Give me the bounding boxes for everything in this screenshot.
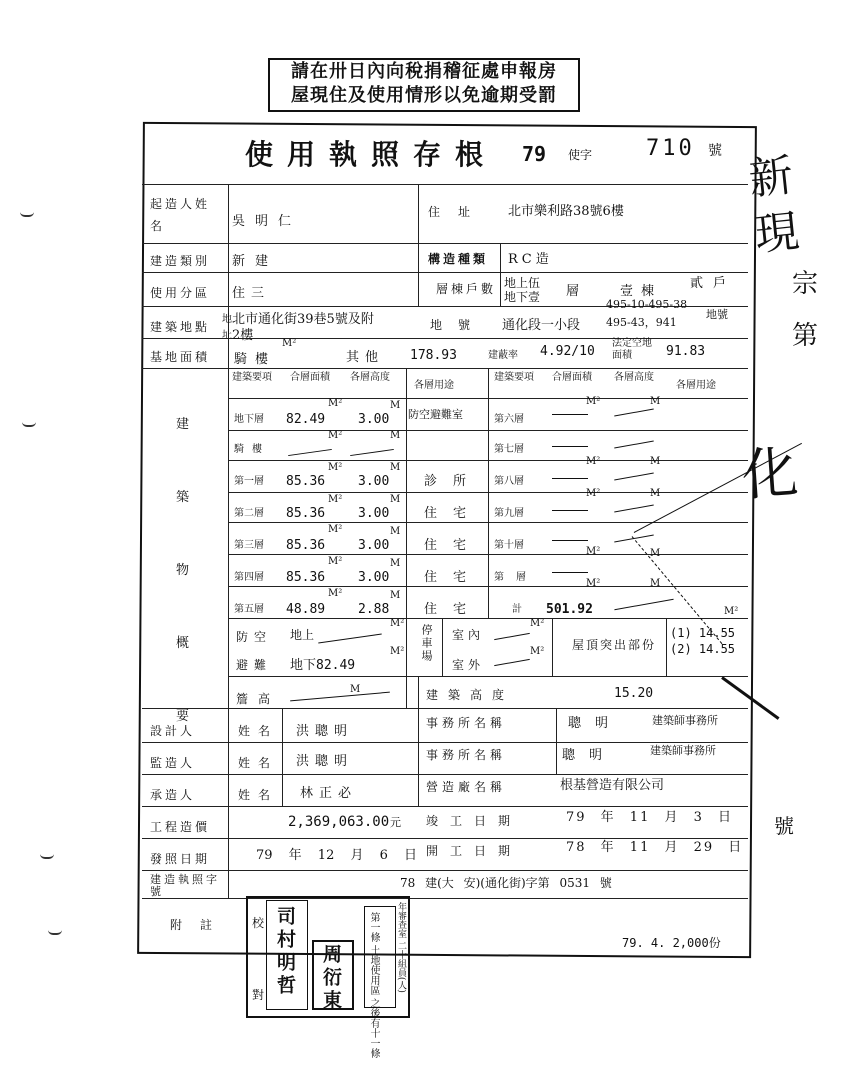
floor-6-label: 第六層 <box>494 414 524 425</box>
unit-m: M <box>650 488 661 499</box>
floor-10-label: 第十層 <box>494 540 524 551</box>
unit-m2: M² <box>328 524 343 535</box>
margin-handwriting-hao: 號 <box>774 814 794 838</box>
area-other-label: 其他 <box>346 350 385 365</box>
floor-1-use: 診所 <box>424 474 483 489</box>
stamp-school-label: 校 <box>252 916 265 930</box>
unit-m: M <box>390 494 401 505</box>
site-prefix: 地 <box>222 314 232 325</box>
floor-2-label: 第二層 <box>234 508 264 519</box>
floor-4-use: 住宅 <box>424 570 483 585</box>
floor-5-label: 第五層 <box>234 604 264 615</box>
start-label: 開工日期 <box>426 844 523 858</box>
unit-m: M <box>650 456 661 467</box>
firm-label: 營造廠名稱 <box>426 780 507 794</box>
unit-m: M <box>650 578 661 589</box>
unit-m2: M² <box>328 462 343 473</box>
margin-handwriting-large: 化 <box>739 440 801 509</box>
permit-number: 710 <box>646 136 695 161</box>
lot-label: 地號 <box>430 318 487 332</box>
floor-3-area: 85.36 <box>286 538 326 553</box>
completion-label: 竣工日期 <box>426 814 523 828</box>
unit-m2: M² <box>328 588 343 599</box>
cost-label: 工程造價 <box>150 820 211 834</box>
floor-2-height: 3.00 <box>358 506 390 521</box>
roof-1: (1) 14.55 <box>670 626 736 640</box>
firm-name: 根基營造有限公司 <box>560 778 665 793</box>
margin-handwriting-small: 宗 第 <box>792 269 819 351</box>
unit-m: M <box>390 430 401 441</box>
contractor-name: 林正必 <box>300 786 358 801</box>
floor-4-height: 3.00 <box>358 570 390 585</box>
site-line-1: 北市通化街39巷5號及附 <box>232 312 374 327</box>
permit-year: 79 <box>522 142 547 166</box>
permit-no-value: 78 建(大 安)(通化街)字第 0531 號 <box>400 876 612 890</box>
floor-2-use: 住宅 <box>424 506 483 521</box>
supervisor-office-label: 事務所名稱 <box>426 748 507 762</box>
floors-dong: 壹棟 <box>620 284 663 299</box>
shelter-below-label: 避難 <box>236 658 273 672</box>
unit-m2: M² <box>328 398 343 409</box>
notice-line-1: 請在卅日內向稅捐稽征處申報房 <box>291 61 557 82</box>
floor-3-height: 3.00 <box>358 538 390 553</box>
area-attic-label: 騎樓 <box>234 352 277 367</box>
builder-label: 起造人姓名 <box>150 197 211 233</box>
address-label: 住址 <box>428 205 489 219</box>
open-space-label: 法定空地面積 <box>612 338 652 361</box>
permit-hao: 號 <box>708 143 722 159</box>
structure-value: RC造 <box>508 252 553 267</box>
eaves-label: 簷高 <box>236 692 281 706</box>
lot-numbers-2: 495-43，941 <box>606 316 677 329</box>
build-type-label: 建造類別 <box>150 254 211 268</box>
shelter-label: 防空 <box>236 630 273 644</box>
floor-5-area: 48.89 <box>286 602 326 617</box>
shelter-below: 地下82.49 <box>290 658 356 673</box>
floor-7-label: 第七層 <box>494 444 524 455</box>
supervisor-office-suffix: 建築師事務所 <box>650 744 716 757</box>
contractor-label: 承造人 <box>150 788 196 802</box>
open-space-value: 91.83 <box>666 344 706 359</box>
col-area-left: 合層面積 <box>290 372 330 383</box>
lot-section: 通化段一小段 <box>502 318 581 333</box>
total-label: 計 <box>512 604 522 615</box>
notice-box <box>268 58 580 112</box>
floor-3-use: 住宅 <box>424 538 483 553</box>
parking-unit: M² <box>530 618 545 629</box>
floors-hu: 貳戶 <box>690 276 737 291</box>
shelter-above: 地上 <box>290 628 315 642</box>
form-title: 使用執照存根 <box>245 138 498 171</box>
unit-m: M <box>390 558 401 569</box>
unit-m: M <box>390 400 401 411</box>
parking-indoor: 室內 <box>452 628 485 642</box>
floor-1-label: 第一層 <box>234 476 264 487</box>
margin-tick <box>20 212 34 217</box>
unit-m2: M² <box>328 430 343 441</box>
zone-label: 使用分區 <box>150 286 211 300</box>
total-area: 501.92 <box>546 602 593 617</box>
stamp-seal-label: 對 <box>252 988 265 1002</box>
floor-arcade-label: 騎樓 <box>234 444 270 455</box>
structure-label: 構造種類 <box>428 252 489 266</box>
eaves-unit: M <box>350 684 361 695</box>
area-unit: M² <box>282 338 297 349</box>
roof-label: 屋頂突出部份 <box>572 638 657 652</box>
completion-value: 79 年 11 月 3 日 <box>566 810 734 825</box>
floor-9-label: 第九層 <box>494 508 524 519</box>
col-item-left: 建築要項 <box>232 372 272 383</box>
lot-numbers-1: 495-10-495-38 <box>606 298 688 311</box>
unit-m2: M² <box>586 396 601 407</box>
unit-m: M <box>390 462 401 473</box>
roof-unit: M² <box>724 606 739 617</box>
permit-word: 使字 <box>568 148 593 162</box>
floor-b1-use: 防空避難室 <box>408 408 463 421</box>
floor-b1-label: 地下層 <box>234 414 264 425</box>
margin-tick <box>48 930 62 935</box>
issue-label: 發照日期 <box>150 852 211 866</box>
bldg-height-label: 建築高度 <box>426 688 515 702</box>
margin-tick <box>40 854 54 859</box>
designer-office: 聰明 <box>568 716 623 731</box>
floor-4-label: 第四層 <box>234 572 264 583</box>
floors-label: 層棟戶數 <box>436 282 497 296</box>
floor-n-label: 第層 <box>494 572 538 583</box>
col-area-right: 合層面積 <box>552 372 592 383</box>
floor-5-height: 2.88 <box>358 602 390 617</box>
shelter-unit: M² <box>390 618 405 629</box>
unit-m2: M² <box>586 456 601 467</box>
lot-suffix: 地號 <box>706 308 728 321</box>
parking-outdoor: 室外 <box>452 658 485 672</box>
col-use-right: 各層用途 <box>676 380 716 391</box>
floor-4-area: 85.36 <box>286 570 326 585</box>
chop-text-2: 周衍東 <box>320 944 342 1013</box>
stamp-side-text: 年審查室 二十組員(人) <box>396 902 406 993</box>
designer-name: 洪聰明 <box>296 724 354 739</box>
unit-m2: M² <box>586 578 601 589</box>
floors-below: 地下壹 <box>504 290 541 304</box>
floors-ceng: 層 <box>566 284 580 299</box>
floor-2-area: 85.36 <box>286 506 326 521</box>
area-label: 基地面積 <box>150 350 211 364</box>
supervisor-office: 聰明 <box>562 748 617 763</box>
site-label: 建築地點 <box>150 320 211 334</box>
floor-b1-area: 82.49 <box>286 412 326 427</box>
designer-office-suffix: 建築師事務所 <box>652 714 718 727</box>
builder-name: 吳明仁 <box>232 214 302 229</box>
unit-m: M <box>650 548 661 559</box>
bldg-height-value: 15.20 <box>614 686 654 701</box>
area-other-value: 178.93 <box>410 348 457 363</box>
zone-value: 住三 <box>232 286 271 301</box>
floor-b1-height: 3.00 <box>358 412 390 427</box>
parking-unit: M² <box>530 646 545 657</box>
designer-name-label: 姓名 <box>238 724 279 738</box>
notice-line-2: 屋現住及使用情形以免逾期受罰 <box>291 85 557 106</box>
site-prefix-2: 址 <box>222 330 232 341</box>
notes-label: 附註 <box>170 918 231 932</box>
coverage-label: 建蔽率 <box>488 350 518 361</box>
unit-m2: M² <box>586 488 601 499</box>
footer-print: 79. 4. 2,000份 <box>622 936 721 950</box>
margin-tick <box>22 422 36 427</box>
unit-m: M <box>390 590 401 601</box>
unit-m: M <box>390 526 401 537</box>
floor-3-label: 第三層 <box>234 540 264 551</box>
chop-text-3: 第一條 土地使用區 之後有十一條 <box>368 912 379 1059</box>
floors-above: 地上伍 <box>504 276 541 290</box>
col-item-right: 建築要項 <box>494 372 534 383</box>
issue-value: 79 年 12 月 6 日 <box>256 848 418 863</box>
col-height-left: 各層高度 <box>350 372 390 383</box>
col-use-left: 各層用途 <box>414 380 454 391</box>
supervisor-label: 監造人 <box>150 756 196 770</box>
unit-m2: M² <box>586 546 601 557</box>
shelter-below-unit: M² <box>390 646 405 657</box>
floor-1-area: 85.36 <box>286 474 326 489</box>
unit-m: M <box>650 396 661 407</box>
permit-no-label: 建造執照字號 <box>150 873 220 898</box>
designer-label: 設計人 <box>150 724 196 738</box>
chop-text-1: 司村明哲 <box>274 906 296 998</box>
address-value: 北市樂利路38號6樓 <box>508 204 624 219</box>
coverage-value: 4.92/10 <box>540 344 595 359</box>
unit-m2: M² <box>328 556 343 567</box>
unit-m2: M² <box>328 494 343 505</box>
supervisor-name-label: 姓名 <box>238 756 279 770</box>
start-value: 78 年 11 月 29 日 <box>566 840 744 855</box>
cost-value: 2,369,063.00 <box>288 814 390 830</box>
building-side-label: 建 築 物 概 要 <box>176 417 190 724</box>
site-line-2: 2樓 <box>232 328 254 343</box>
designer-office-label: 事務所名稱 <box>426 716 507 730</box>
build-type-value: 新建 <box>232 254 279 269</box>
margin-handwriting-big: 新 現 <box>746 149 802 262</box>
parking-label: 停車場 <box>420 624 433 663</box>
floor-1-height: 3.00 <box>358 474 390 489</box>
floor-5-use: 住宅 <box>424 602 483 617</box>
col-height-right: 各層高度 <box>614 372 654 383</box>
floor-8-label: 第八層 <box>494 476 524 487</box>
supervisor-name: 洪聰明 <box>296 754 354 769</box>
contractor-name-label: 姓名 <box>238 788 279 802</box>
cost-yuan: 元 <box>390 816 401 829</box>
roof-2: (2) 14.55 <box>670 642 736 656</box>
